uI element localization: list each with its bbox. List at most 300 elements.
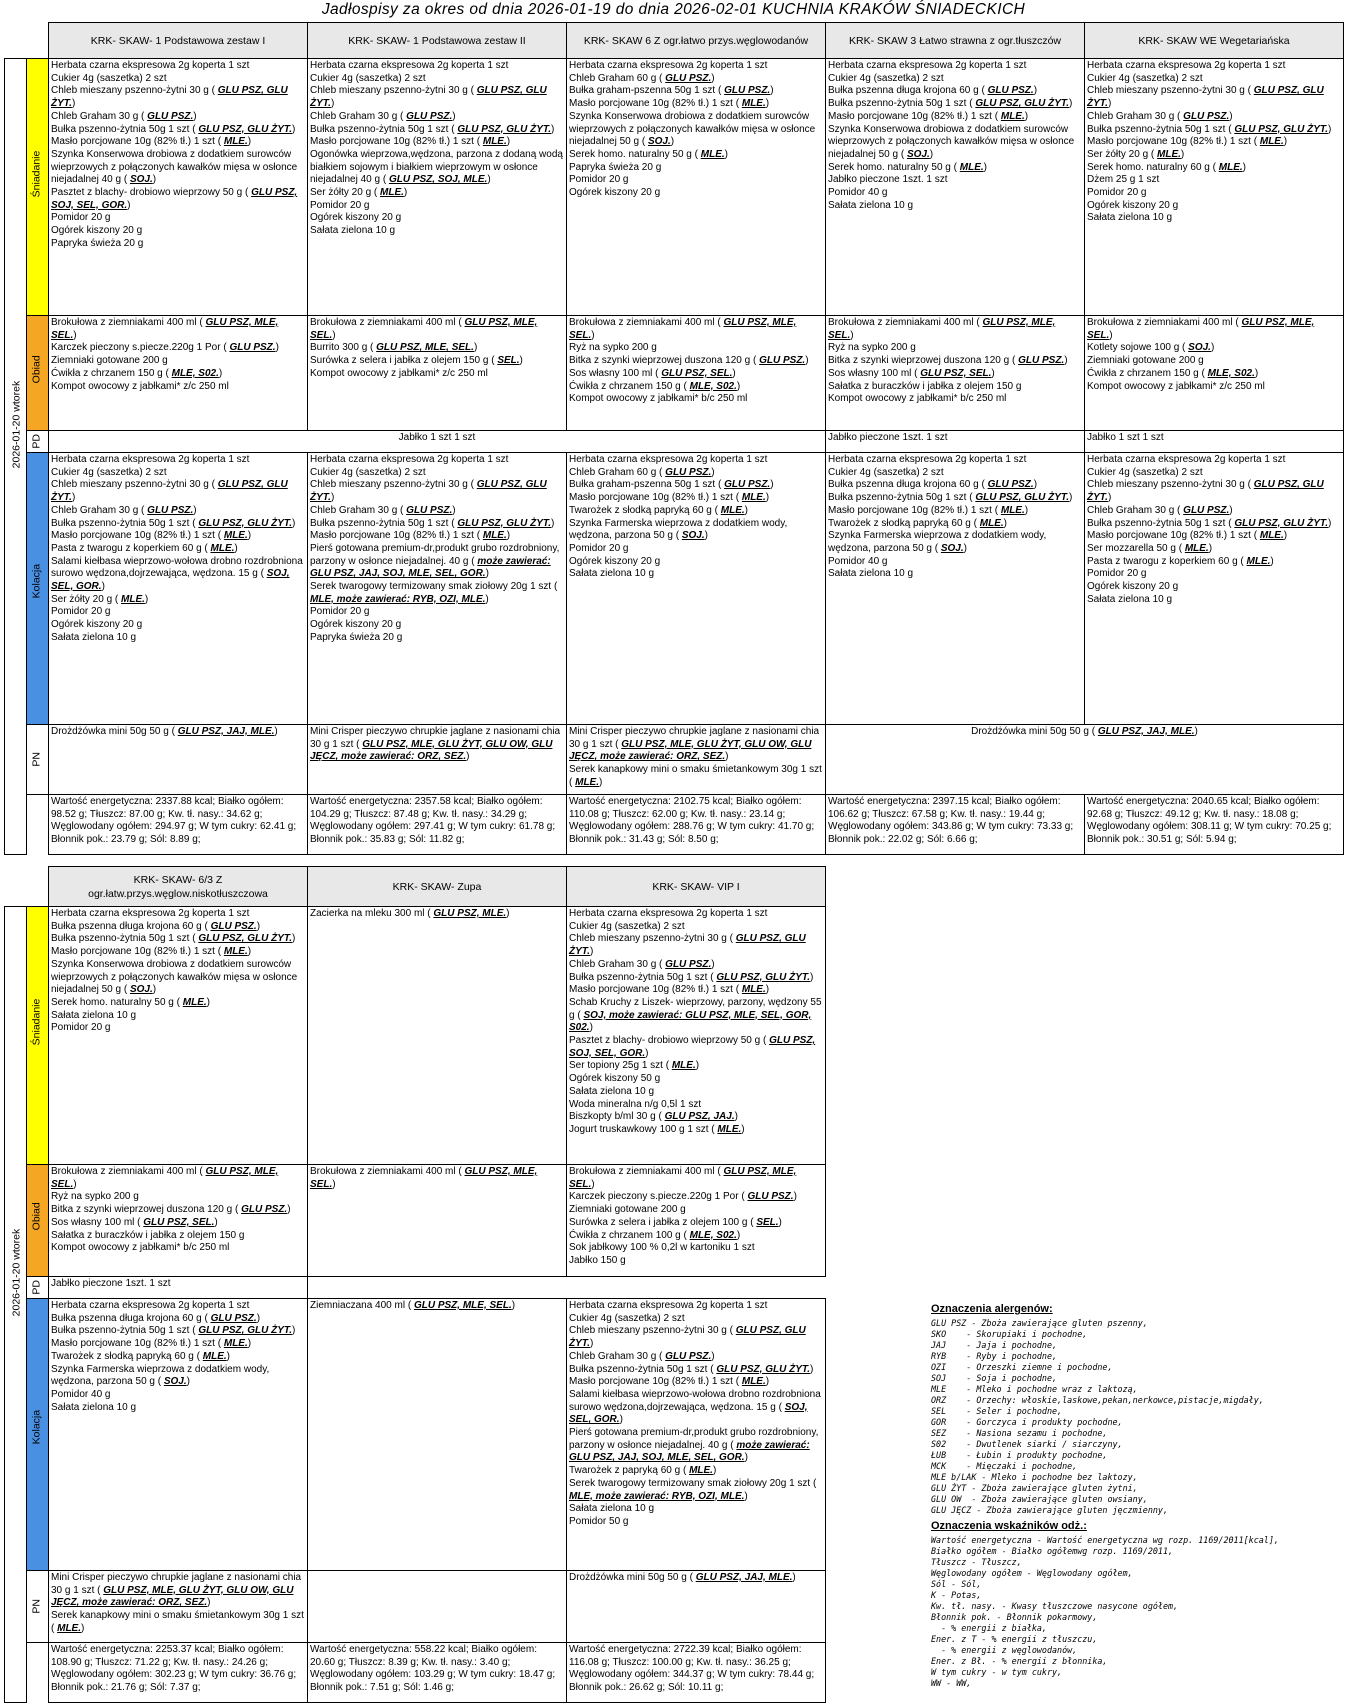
- allergen-codes: SEL.: [497, 355, 520, 367]
- menu-item: Bułka pszenna długa krojona 60 g ( GLU PSZ.): [51, 1312, 261, 1324]
- menu-item: Brokułowa z ziemniakami 400 ml ( GLU PSZ, MLE, SEL.): [310, 1166, 538, 1190]
- menu-item: Ćwikła z chrzanem 150 g ( MLE, S02.): [51, 367, 223, 379]
- menu-item: Masło porcjowane 10g (82% tł.) 1 szt ( MLE.): [1087, 530, 1288, 542]
- menu-item: Ogórek kiszony 20 g: [310, 619, 402, 631]
- nutrition-summary: Wartość energetyczna: 2102.75 kcal; Białko ogółem: 110.08 g; Tłuszcz: 62.00 g; Kw. tł. nasy.: 23.14 g; Węglowodany ogółem: 288.76 g; W tym cukry: 41.70 g; Błonnik pok.: 31.43 g; Sól: 8.50 g;: [567, 795, 826, 855]
- menu-cell: [826, 453, 1085, 725]
- menu-item: Sałata zielona 10 g: [828, 568, 914, 580]
- allergen-codes: GLU PSZ, MLE, SEL.: [310, 1166, 538, 1190]
- menu-item: Ćwikła z chrzanem 150 g ( MLE, S02.): [569, 380, 741, 392]
- menu-item: Szynka Konserwowa drobiowa z dodatkiem surowców wieprzowych z połączonych kawałków mięsa w osłonce niejadalnej 50 g ( SOJ.): [51, 958, 298, 996]
- diet-header: KRK- SKAW- Zupa: [308, 867, 567, 907]
- menu-item: Twarożek z słodką papryką 60 g ( MLE.): [51, 1350, 230, 1362]
- menu-table-2: [4, 866, 826, 1703]
- allergen-codes: MLE.: [482, 136, 507, 148]
- menu-item: Brokułowa z ziemniakami 400 ml ( GLU PSZ, MLE, SEL.): [310, 317, 538, 341]
- allergen-codes: MLE.: [1157, 148, 1181, 160]
- nutrition-summary: Wartość energetyczna: 2337.88 kcal; Białko ogółem: 98.52 g; Tłuszcz: 87.00 g; Kw. tł. nasy.: 34.62 g; Węglowodany ogółem: 294.97 g; W tym cukry: 62.41 g; Błonnik pok.: 23.79 g; Sól: 8.89 g;: [49, 795, 308, 855]
- allergen-codes: MLE, S02.: [1207, 367, 1255, 379]
- menu-item: Cukier 4g (saszetka) 2 szt: [51, 466, 167, 478]
- allergen-codes: GLU PSZ, GLU ŻYT.: [198, 1325, 293, 1337]
- allergen-codes: GLU PSZ.: [1183, 110, 1230, 122]
- menu-item: Masło porcjowane 10g (82% tł.) 1 szt ( MLE.): [569, 984, 770, 996]
- menu-item: Szynka Farmerska wieprzowa z dodatkiem wody, wędzona, parzona 50 g ( SOJ.): [828, 530, 1047, 554]
- menu-item: Sałata zielona 10 g: [569, 1503, 655, 1515]
- menu-item: Sałata zielona 10 g: [1087, 212, 1173, 224]
- menu-item: Surówka z selera i jabłka z olejem 100 g ( SEL.): [569, 1216, 782, 1228]
- allergen-codes: GLU PSZ.: [406, 504, 453, 516]
- diet-header: KRK- SKAW 3 Łatwo strawna z ogr.tłuszczów: [826, 23, 1085, 59]
- menu-item: Bułka pszenno-żytnia 50g 1 szt ( GLU PSZ, GLU ŻYT.): [310, 123, 555, 135]
- menu-item: Jabłko pieczone 1szt. 1 szt: [828, 174, 948, 186]
- menu-item: Brokułowa z ziemniakami 400 ml ( GLU PSZ, MLE, SEL.): [51, 1166, 279, 1190]
- menu-item: Pierś gotowana premium-dr,produkt grubo rozdrobniony, parzony w osłonce niejadalnej. 40 g ( może zawierać: GLU PSZ, JAJ, SOJ, MLE, SEL, GOR.): [569, 1427, 819, 1464]
- menu-cell: [308, 1299, 567, 1571]
- menu-item: Serek twarogowy termizowany smak ziołowy 20g 1 szt ( MLE, może zawierać: RYB, OZI, MLE.): [310, 581, 558, 605]
- menu-cell: [1085, 453, 1344, 725]
- allergen-codes: GLU PSZ, SOJ, MLE.: [388, 174, 488, 186]
- menu-item: Pomidor 20 g: [1087, 187, 1147, 199]
- menu-item: Bitka z szynki wieprzowej duszona 120 g ( GLU PSZ.): [569, 355, 809, 367]
- menu-cell: [308, 1165, 567, 1277]
- allergen-codes: MLE.: [482, 530, 507, 542]
- allergen-codes: GLU PSZ, SEL.: [143, 1216, 215, 1228]
- allergen-codes: GLU PSZ, GLU ŻYT.: [1234, 123, 1329, 135]
- allergen-codes: GLU PSZ, SEL.: [661, 367, 733, 379]
- menu-cell: [308, 59, 567, 316]
- allergen-codes: GLU PSZ, GLU ŻYT.: [51, 479, 288, 504]
- menu-item: Bitka z szynki wieprzowej duszona 120 g ( GLU PSZ.): [828, 355, 1068, 367]
- menu-item: Pomidor 20 g: [310, 199, 370, 211]
- meal-label: PN: [27, 1571, 49, 1643]
- allergen-codes: MLE.: [1246, 555, 1271, 567]
- menu-item: Herbata czarna ekspresowa 2g koperta 1 szt: [569, 908, 768, 919]
- menu-item: Sałata zielona 10 g: [51, 631, 137, 643]
- allergen-codes: MLE.: [1000, 504, 1025, 516]
- menu-item: Masło porcjowane 10g (82% tł.) 1 szt ( MLE.): [569, 492, 770, 504]
- diet-header: KRK- SKAW- 1 Podstawowa zestaw I: [49, 23, 308, 59]
- allergen-codes: GLU PSZ.: [987, 479, 1034, 491]
- allergen-codes: MLE.: [202, 1350, 227, 1362]
- menu-item: Bułka pszenno-żytnia 50g 1 szt ( GLU PSZ, GLU ŻYT.): [1087, 123, 1332, 135]
- allergen-codes: GLU PSZ, JAJ, MLE.: [695, 1572, 793, 1583]
- menu-item: Masło porcjowane 10g (82% tł.) 1 szt ( MLE.): [51, 1338, 252, 1350]
- menu-cell: [567, 1299, 826, 1571]
- menu-item: Pomidor 20 g: [51, 212, 111, 224]
- allergen-codes: GLU PSZ.: [147, 504, 194, 516]
- menu-item: Ziemniaki gotowane 200 g: [51, 355, 168, 367]
- menu-item: Serek twarogowy termizowany smak ziołowy 20g 1 szt ( MLE, może zawierać: RYB, OZI, MLE.): [569, 1477, 817, 1502]
- menu-item: Chleb Graham 30 g ( GLU PSZ.): [1087, 504, 1233, 516]
- menu-item: Chleb Graham 30 g ( GLU PSZ.): [310, 110, 456, 122]
- allergen-codes: GLU PSZ, MLE, SEL.: [376, 342, 474, 354]
- allergen-codes: MLE.: [210, 542, 235, 554]
- allergen-codes: MLE.: [1218, 161, 1243, 173]
- menu-item: Szynka Konserwowa drobiowa z dodatkiem surowców wieprzowych z połączonych kawałków mięsa w osłonce niejadalnej 40 g ( SOJ.): [51, 148, 298, 186]
- menu-item: Brokułowa z ziemniakami 400 ml ( GLU PSZ, MLE, SEL.): [828, 317, 1056, 341]
- menu-item: Sos własny 100 ml ( GLU PSZ, SEL.): [51, 1216, 218, 1228]
- allergen-codes: GLU PSZ, GLU ŻYT.: [198, 933, 293, 945]
- menu-item: Ser żółty 20 g ( MLE.): [310, 187, 408, 199]
- allergen-codes: GLU PSZ, MLE, SEL.: [51, 317, 279, 341]
- menu-item: Twarożek z słodką papryką 60 g ( MLE.): [569, 504, 748, 516]
- allergens-title: Oznaczenia alergenów:: [931, 1303, 1053, 1315]
- allergen-codes: MLE, S02.: [171, 367, 219, 379]
- menu-item: Pomidor 40 g: [828, 187, 888, 199]
- menu-item: Masło porcjowane 10g (82% tł.) 1 szt ( MLE.): [310, 530, 511, 542]
- allergen-codes: MLE.: [671, 1060, 696, 1072]
- menu-item: Serek homo. naturalny 50 g ( MLE.): [828, 161, 987, 173]
- nutrition-summary: Wartość energetyczna: 2722.39 kcal; Białko ogółem: 116.08 g; Tłuszcz: 100.00 g; Kw. tł. nasy.: 36.25 g; Węglowodany ogółem: 344.37 g; W tym cukry: 78.44 g; Błonnik pok.: 26.62 g; Sól: 10.11 g;: [567, 1643, 826, 1703]
- allergen-codes: MLE.: [223, 136, 248, 148]
- menu-item: Cukier 4g (saszetka) 2 szt: [828, 466, 944, 478]
- menu-item: Salami kiełbasa wieprzowo-wołowa drobno rozdrobniona surowo wędzona,dojrzewająca, wędzona. 15 g ( SOJ, SEL, GOR.): [51, 555, 303, 593]
- allergen-codes: SOJ.: [647, 136, 671, 148]
- menu-item: Herbata czarna ekspresowa 2g koperta 1 szt: [310, 454, 509, 465]
- menu-cell: [567, 725, 826, 795]
- allergen-codes: GLU PSZ, GLU ŻYT.: [975, 98, 1070, 110]
- allergen-codes: GLU PSZ, MLE, SEL.: [51, 1166, 279, 1190]
- menu-item: Jabłko 150 g: [569, 1254, 626, 1266]
- menu-cell: [49, 907, 308, 1165]
- allergen-codes: GLU PSZ.: [987, 85, 1034, 97]
- menu-item: Bułka pszenno-żytnia 50g 1 szt ( GLU PSZ, GLU ŻYT.): [51, 933, 296, 945]
- allergen-codes: MLE.: [689, 1465, 713, 1477]
- menu-item: Mini Crisper pieczywo chrupkie jaglane z nasionami chia 30 g 1 szt ( GLU PSZ, MLE, GLU ŻYT, GLU OW, GLU JĘCZ, może zawierać: ORZ, SEZ.): [51, 1572, 302, 1609]
- menu-cell: [567, 453, 826, 725]
- menu-item: Szynka Konserwowa drobiowa z dodatkiem surowców wieprzowych z połączonych kawałków mięsa w osłonce niejadalnej 50 g ( SOJ.): [828, 123, 1075, 160]
- menu-item: Herbata czarna ekspresowa 2g koperta 1 szt: [1087, 60, 1286, 71]
- allergen-codes: GLU PSZ, GLU ŻYT.: [716, 1363, 811, 1375]
- menu-cell: [567, 59, 826, 316]
- menu-item: Papryka świeża 20 g: [51, 237, 144, 249]
- allergen-codes: GLU PSZ, SOJ, SEL, GOR.: [569, 1035, 816, 1059]
- menu-item: Bułka pszenno-żytnia 50g 1 szt ( GLU PSZ, GLU ŻYT.): [569, 1363, 814, 1375]
- diet-header: KRK- SKAW WE Wegetariańska: [1085, 23, 1344, 59]
- menu-item: Herbata czarna ekspresowa 2g koperta 1 szt: [51, 908, 250, 919]
- allergen-codes: SOJ, może zawierać: GLU PSZ, MLE, SEL, GOR, S02.: [569, 1009, 812, 1034]
- menu-item: Masło porcjowane 10g (82% tł.) 1 szt ( MLE.): [310, 136, 511, 148]
- menu-item: Cukier 4g (saszetka) 2 szt: [569, 920, 685, 932]
- menu-item: Ogórek kiszony 20 g: [569, 555, 661, 567]
- menu-item: Sałatka z buraczków i jabłka z olejem 150 g: [828, 380, 1022, 392]
- menu-item: Ser mozzarella 50 g ( MLE.): [1087, 542, 1213, 554]
- meal-label: Kolacja: [27, 453, 49, 725]
- meal-label: PD: [27, 1277, 49, 1299]
- menu-item: Pomidor 50 g: [569, 1515, 629, 1527]
- menu-cell: [49, 59, 308, 316]
- allergens-list: GLU PSZ - Zboża zawierające gluten pszenny, SKO - Skorupiaki i pochodne, JAJ - Jaja i pochodne, RYB - Ryby i pochodne, OZI - Orzeszki ziemne i pochodne, SOJ - Soja i pochodne, MLE - Mleko i pochodne wraz z laktozą, ORZ - Orzechy: włoskie,laskowe,pekan,nerkowce,pistacje,migdały, SEL - Seler i pochodne, GOR - Gorczyca i produkty pochodne, SEZ - Nasiona sezamu i pochodne, S02 - Dwutlenek siarki / siarczyny, ŁUB - Łubin i produkty pochodne, MCK - Mięczaki i pochodne, MLE b/LAK - Mleko i pochodne bez laktozy, GLU ŻYT - Zboża zawierające gluten żytni, GLU OW - Zboża zawierające gluten owsiany, GLU JĘCZ - Zboża zawierające gluten jęczmienny,: [931, 1318, 1264, 1515]
- menu-item: Herbata czarna ekspresowa 2g koperta 1 szt: [310, 60, 509, 71]
- meal-label: Kolacja: [27, 1299, 49, 1571]
- diet-header: KRK- SKAW 6 Z ogr.łatwo przys.węglowodanów: [567, 23, 826, 59]
- menu-item: Herbata czarna ekspresowa 2g koperta 1 szt: [569, 454, 768, 465]
- allergen-codes: GLU PSZ, GLU ŻYT.: [198, 123, 293, 135]
- menu-item: Herbata czarna ekspresowa 2g koperta 1 szt: [1087, 454, 1286, 465]
- allergen-codes: GLU PSZ.: [759, 355, 806, 367]
- menu-item: Bitka z szynki wieprzowej duszona 120 g ( GLU PSZ.): [51, 1204, 291, 1216]
- menu-item: Chleb mieszany pszenno-żytni 30 g ( GLU PSZ, GLU ŻYT.): [1087, 479, 1324, 504]
- allergen-codes: GLU PSZ, JAJ, MLE.: [177, 726, 275, 737]
- menu-cell: [1085, 59, 1344, 316]
- nutrition-summary: Wartość energetyczna: 2397.15 kcal; Białko ogółem: 106.62 g; Tłuszcz: 67.58 g; Kw. tł. nasy.: 19.44 g; Węglowodany ogółem: 343.86 g; W tym cukry: 73.33 g; Błonnik pok.: 22.02 g; Sól: 6.66 g;: [826, 795, 1085, 855]
- menu-item: Bułka graham-pszenna 50g 1 szt ( GLU PSZ.): [569, 85, 774, 97]
- menu-item: Cukier 4g (saszetka) 2 szt: [1087, 466, 1203, 478]
- menu-cell: [308, 907, 567, 1165]
- menu-cell: [567, 907, 826, 1165]
- menu-item: Bułka pszenno-żytnia 50g 1 szt ( GLU PSZ, GLU ŻYT.): [51, 1325, 296, 1337]
- menu-item: Ogonówka wieprzowa,wędzona, parzona z dodaną wodą białkiem sojowym i białkiem wieprzowym w osłonce niejadalnej 40 g ( GLU PSZ, SOJ, MLE.): [310, 148, 563, 186]
- menu-item: Pasztet z blachy- drobiowo wieprzowy 50 g ( GLU PSZ, SOJ, SEL, GOR.): [569, 1035, 816, 1059]
- menu-item: Pomidor 40 g: [828, 555, 888, 567]
- menu-item: Chleb mieszany pszenno-żytni 30 g ( GLU PSZ, GLU ŻYT.): [51, 85, 288, 110]
- menu-item: Karczek pieczony s.piecze.220g 1 Por ( GLU PSZ.): [569, 1191, 797, 1203]
- allergen-codes: GLU PSZ, JAJ, MLE.: [1097, 726, 1195, 737]
- allergen-codes: MLE.: [741, 1376, 766, 1388]
- allergen-codes: SOJ.: [681, 530, 705, 542]
- allergen-codes: GLU PSZ.: [665, 466, 712, 478]
- allergen-codes: GLU PSZ.: [210, 920, 257, 932]
- menu-item: Ser żółty 20 g ( MLE.): [1087, 148, 1185, 160]
- menu-item: Chleb mieszany pszenno-żytni 30 g ( GLU PSZ, GLU ŻYT.): [569, 1325, 806, 1350]
- menu-item: Cukier 4g (saszetka) 2 szt: [828, 72, 944, 84]
- menu-item: Drożdżówka mini 50g 50 g ( GLU PSZ, JAJ, MLE.): [51, 726, 278, 737]
- menu-item: Cukier 4g (saszetka) 2 szt: [569, 1312, 685, 1324]
- menu-item: Masło porcjowane 10g (82% tł.) 1 szt ( MLE.): [51, 530, 252, 542]
- menu-item: Twarożek z papryką 60 g ( MLE.): [569, 1465, 717, 1477]
- menu-item: Sałata zielona 10 g: [1087, 593, 1173, 605]
- allergen-codes: SOJ.: [129, 174, 153, 186]
- allergen-codes: MLE.: [741, 492, 766, 504]
- menu-item: Ser topiony 25g 1 szt ( MLE.): [569, 1060, 700, 1072]
- allergen-codes: GLU PSZ, MLE.: [433, 908, 507, 919]
- menu-item: Drożdżówka mini 50g 50 g ( GLU PSZ, JAJ, MLE.): [971, 726, 1198, 737]
- menu-item: Bułka pszenno-żytnia 50g 1 szt ( GLU PSZ, GLU ŻYT.): [569, 971, 814, 983]
- menu-item: Bułka pszenna długa krojona 60 g ( GLU PSZ.): [828, 85, 1038, 97]
- allergen-codes: MLE.: [223, 946, 248, 958]
- menu-item: Ogórek kiszony 20 g: [1087, 199, 1179, 211]
- diet-header: KRK- SKAW- 6/3 Z ogr.łatw.przys.węglow.niskotłuszczowa: [49, 867, 308, 907]
- legend: [931, 1303, 1341, 1689]
- menu-item: Ziemniaki gotowane 200 g: [1087, 355, 1204, 367]
- allergen-codes: GLU PSZ, MLE, SEL.: [310, 317, 538, 341]
- allergen-codes: GLU PSZ, GLU ŻYT.: [457, 123, 552, 135]
- menu-item: Brokułowa z ziemniakami 400 ml ( GLU PSZ, MLE, SEL.): [51, 317, 279, 341]
- menu-item: Masło porcjowane 10g (82% tł.) 1 szt ( MLE.): [569, 1376, 770, 1388]
- allergen-codes: MLE.: [1259, 136, 1284, 148]
- menu-item: Serek homo. naturalny 50 g ( MLE.): [569, 148, 728, 160]
- menu-cell: [49, 725, 308, 795]
- allergen-codes: GLU PSZ.: [665, 1350, 712, 1362]
- menu-cell: [308, 725, 567, 795]
- menu-cell: [826, 316, 1085, 431]
- menu-item: Sałatka z buraczków i jabłka z olejem 150 g: [51, 1229, 245, 1241]
- menu-item: Sałata zielona 10 g: [51, 1401, 137, 1413]
- menu-item: Ryż na sypko 200 g: [828, 342, 916, 354]
- menu-item: Chleb mieszany pszenno-żytni 30 g ( GLU PSZ, GLU ŻYT.): [1087, 85, 1324, 110]
- menu-item: Papryka świeża 20 g: [569, 161, 662, 173]
- menu-item: Kompot owocowy z jabłkami* b/c 250 ml: [828, 393, 1007, 405]
- menu-item: Kompot owocowy z jabłkami* b/c 250 ml: [569, 393, 748, 405]
- menu-item: Sałata zielona 10 g: [310, 225, 396, 237]
- menu-cell: [308, 453, 567, 725]
- menu-item: Pomidor 20 g: [51, 1022, 111, 1034]
- menu-item: Burrito 300 g ( GLU PSZ, MLE, SEL.): [310, 342, 478, 354]
- menu-item: Ogórek kiszony 50 g: [569, 1073, 661, 1085]
- menu-item: Masło porcjowane 10g (82% tł.) 1 szt ( MLE.): [569, 98, 770, 110]
- indicators-title: Oznaczenia wskaźników odż.:: [931, 1520, 1087, 1532]
- menu-item: Masło porcjowane 10g (82% tł.) 1 szt ( MLE.): [828, 110, 1029, 122]
- allergen-codes: SOJ.: [163, 1376, 187, 1388]
- menu-item: Biszkopty b/ml 30 g ( GLU PSZ, JAJ.): [569, 1111, 738, 1123]
- menu-item: Karczek pieczony s.piecze.220g 1 Por ( GLU PSZ.): [51, 342, 279, 354]
- menu-item: Sałata zielona 10 g: [828, 199, 914, 211]
- menu-item: Ogórek kiszony 20 g: [310, 212, 402, 224]
- menu-cell: [49, 453, 308, 725]
- allergen-codes: MLE.: [1259, 530, 1284, 542]
- allergen-codes: GLU PSZ, GLU ŻYT.: [1087, 479, 1324, 504]
- menu-item: Woda mineralna n/g 0,5l 1 szt: [569, 1098, 702, 1110]
- menu-item: Pomidor 20 g: [1087, 568, 1147, 580]
- allergen-codes: MLE.: [700, 148, 725, 160]
- menu-item: Salami kiełbasa wieprzowo-wołowa drobno rozdrobniona surowo wędzona,dojrzewająca, wędzona. 15 g ( SOJ, SEL, GOR.): [569, 1388, 821, 1426]
- menu-item: Pierś gotowana premium-dr,produkt grubo rozdrobniony, parzony w osłonce niejadalnej. 40 g ( może zawierać: GLU PSZ, JAJ, SOJ, MLE, SEL, GOR.): [310, 542, 560, 580]
- allergen-codes: GLU PSZ, MLE, SEL.: [569, 1166, 797, 1190]
- allergen-codes: GLU PSZ, GLU ŻYT.: [198, 517, 293, 529]
- menu-item: Dżem 25 g 1 szt: [1087, 174, 1160, 186]
- allergen-codes: MLE.: [575, 776, 599, 788]
- menu-item: Pomidor 40 g: [51, 1388, 111, 1400]
- allergen-codes: GLU PSZ, GLU ŻYT.: [457, 517, 552, 529]
- menu-item: Bułka pszenno-żytnia 50g 1 szt ( GLU PSZ, GLU ŻYT.): [1087, 517, 1332, 529]
- menu-item: Chleb Graham 30 g ( GLU PSZ.): [569, 958, 715, 970]
- menu-item: Chleb Graham 30 g ( GLU PSZ.): [1087, 110, 1233, 122]
- menu-item: Herbata czarna ekspresowa 2g koperta 1 szt: [51, 1300, 250, 1311]
- allergen-codes: MLE.: [182, 996, 207, 1008]
- menu-cell: [567, 1571, 826, 1643]
- nutrition-summary: Wartość energetyczna: 2253.37 kcal; Białko ogółem: 108.90 g; Tłuszcz: 71.22 g; Kw. tł. nasy.: 24.26 g; Węglowodany ogółem: 302.23 g; W tym cukry: 36.76 g; Błonnik pok.: 21.76 g; Sól: 7.37 g;: [49, 1643, 308, 1703]
- diet-header: KRK- SKAW- 1 Podstawowa zestaw II: [308, 23, 567, 59]
- menu-item: Mini Crisper pieczywo chrupkie jaglane z nasionami chia 30 g 1 szt ( GLU PSZ, MLE, GLU ŻYT, GLU OW, GLU JĘCZ, może zawierać: ORZ, SEZ.): [569, 726, 820, 763]
- menu-cell: Jabłko pieczone 1szt. 1 szt: [49, 1277, 308, 1299]
- menu-item: Surówka z selera i jabłka z olejem 150 g ( SEL.): [310, 355, 523, 367]
- menu-cell: [567, 1165, 826, 1277]
- meal-label: Śniadanie: [27, 59, 49, 316]
- meal-label: Śniadanie: [27, 907, 49, 1165]
- menu-item: Bułka pszenna długa krojona 60 g ( GLU PSZ.): [51, 920, 261, 932]
- allergen-codes: MLE.: [741, 98, 766, 110]
- allergen-codes: GLU PSZ, SOJ, SEL, GOR.: [51, 187, 298, 211]
- menu-item: Mini Crisper pieczywo chrupkie jaglane z nasionami chia 30 g 1 szt ( GLU PSZ, MLE, GLU ŻYT, GLU OW, GLU JĘCZ, może zawierać: ORZ, SEZ.): [310, 726, 561, 763]
- menu-item: Chleb Graham 60 g ( GLU PSZ.): [569, 72, 715, 84]
- menu-item: Kotlety sojowe 100 g ( SOJ.): [1087, 342, 1215, 354]
- allergen-codes: GLU PSZ.: [210, 1312, 257, 1324]
- menu-item: Kompot owocowy z jabłkami* b/c 250 ml: [51, 1242, 230, 1254]
- menu-item: Masło porcjowane 10g (82% tł.) 1 szt ( MLE.): [828, 504, 1029, 516]
- allergen-codes: GLU PSZ.: [747, 1191, 794, 1203]
- allergen-codes: GLU PSZ, GLU ŻYT.: [975, 492, 1070, 504]
- allergen-codes: MLE, może zawierać: RYB, OZI, MLE.: [310, 593, 486, 605]
- allergen-codes: SEL.: [756, 1216, 779, 1228]
- nutrition-summary: Wartość energetyczna: 2040.65 kcal; Białko ogółem: 92.68 g; Tłuszcz: 49.12 g; Kw. tł. nasy.: 18.08 g; Węglowodany ogółem: 308.11 g; W tym cukry: 70.25 g; Błonnik pok.: 30.51 g; Sól: 5.94 g;: [1085, 795, 1344, 855]
- allergen-codes: MLE.: [720, 504, 745, 516]
- menu-cell: Jabłko 1 szt 1 szt: [1085, 431, 1344, 453]
- menu-item: Sałata zielona 10 g: [569, 1085, 655, 1097]
- allergen-codes: GLU PSZ, GLU ŻYT.: [1087, 85, 1324, 110]
- menu-item: Chleb mieszany pszenno-żytni 30 g ( GLU PSZ, GLU ŻYT.): [310, 479, 547, 504]
- menu-item: Ziemniaczana 400 ml ( GLU PSZ, MLE, SEL.): [310, 1300, 516, 1311]
- allergen-codes: GLU PSZ, MLE, SEL.: [1087, 317, 1315, 341]
- menu-item: Ćwikła z chrzanem 100 g ( MLE, S02.): [569, 1229, 741, 1241]
- menu-item: Bułka pszenna długa krojona 60 g ( GLU PSZ.): [828, 479, 1038, 491]
- date-cell: 2026-01-20 wtorek: [5, 59, 27, 855]
- menu-item: Herbata czarna ekspresowa 2g koperta 1 szt: [51, 60, 250, 71]
- menu-item: Serek kanapkowy mini o smaku śmietankowym 30g 1 szt ( MLE.): [569, 764, 822, 788]
- allergen-codes: GLU PSZ, GLU ŻYT.: [716, 971, 811, 983]
- menu-item: Chleb Graham 30 g ( GLU PSZ.): [310, 504, 456, 516]
- allergen-codes: GLU PSZ.: [229, 342, 276, 354]
- diet-header: KRK- SKAW- VIP I: [567, 867, 826, 907]
- menu-cell: [49, 316, 308, 431]
- menu-item: Chleb Graham 30 g ( GLU PSZ.): [569, 1350, 715, 1362]
- allergen-codes: GLU PSZ.: [724, 85, 771, 97]
- menu-item: Pasta z twarogu z koperkiem 60 g ( MLE.): [51, 542, 238, 554]
- menu-cell: [49, 1571, 308, 1643]
- nutrition-summary: Wartość energetyczna: 2357.58 kcal; Białko ogółem: 104.29 g; Tłuszcz: 87.48 g; Kw. tł. nasy.: 34.29 g; Węglowodany ogółem: 297.41 g; W tym cukry: 61.78 g; Błonnik pok.: 35.83 g; Sól: 11.82 g;: [308, 795, 567, 855]
- menu-item: Schab Kruchy z Liszek- wieprzowy, parzony, wędzony 55 g ( SOJ, może zawierać: GLU PSZ, MLE, SEL, GOR, S02.): [569, 996, 822, 1034]
- allergen-codes: GLU PSZ, MLE, GLU ŻYT, GLU OW, GLU JĘCZ, może zawierać: ORZ, SEZ.: [569, 738, 812, 763]
- menu-cell: [308, 1571, 567, 1643]
- allergen-codes: MLE.: [959, 161, 984, 173]
- menu-item: Herbata czarna ekspresowa 2g koperta 1 szt: [569, 60, 768, 71]
- allergen-codes: MLE.: [57, 1622, 81, 1634]
- allergen-codes: GLU PSZ, MLE, GLU ŻYT, GLU OW, GLU JĘCZ, może zawierać: ORZ, SEZ.: [310, 738, 553, 763]
- allergen-codes: GLU PSZ.: [241, 1204, 288, 1216]
- menu-cell: Jabłko 1 szt 1 szt: [49, 431, 826, 453]
- allergen-codes: SOJ.: [129, 984, 153, 996]
- allergen-codes: SOJ.: [1188, 342, 1211, 354]
- date-cell: 2026-01-20 wtorek: [5, 907, 27, 1703]
- menu-item: Pasta z twarogu z koperkiem 60 g ( MLE.): [1087, 555, 1274, 567]
- allergen-codes: może zawierać: GLU PSZ, JAJ, SOJ, MLE, SEL, GOR.: [310, 555, 551, 580]
- allergen-codes: GLU PSZ, MLE, GLU ŻYT, GLU OW, GLU JĘCZ, może zawierać: ORZ, SEZ.: [51, 1584, 294, 1609]
- meal-label: PD: [27, 431, 49, 453]
- menu-item: Masło porcjowane 10g (82% tł.) 1 szt ( MLE.): [1087, 136, 1288, 148]
- allergen-codes: GLU PSZ.: [1183, 504, 1230, 516]
- meal-label: Obiad: [27, 316, 49, 431]
- menu-item: Sos własny 100 ml ( GLU PSZ, SEL.): [569, 367, 736, 379]
- menu-cell: [49, 1299, 308, 1571]
- menu-item: Sałata zielona 10 g: [51, 1009, 137, 1021]
- menu-table-1: [4, 22, 1344, 855]
- allergen-codes: SOJ, SEL, GOR.: [569, 1401, 808, 1426]
- menu-item: Chleb Graham 60 g ( GLU PSZ.): [569, 466, 715, 478]
- menu-item: Papryka świeża 20 g: [310, 631, 403, 643]
- allergen-codes: GLU PSZ, SEL.: [920, 367, 992, 379]
- menu-item: Herbata czarna ekspresowa 2g koperta 1 szt: [828, 454, 1027, 465]
- allergen-codes: MLE.: [223, 1338, 248, 1350]
- menu-item: Cukier 4g (saszetka) 2 szt: [1087, 72, 1203, 84]
- allergen-codes: MLE, może zawierać: RYB, OZI, MLE.: [569, 1490, 745, 1502]
- menu-item: Herbata czarna ekspresowa 2g koperta 1 szt: [569, 1300, 768, 1311]
- allergen-codes: GLU PSZ, GLU ŻYT.: [569, 933, 806, 958]
- allergen-codes: SOJ.: [906, 148, 930, 160]
- menu-cell: [308, 316, 567, 431]
- menu-item: Bułka pszenno-żytnia 50g 1 szt ( GLU PSZ, GLU ŻYT.): [828, 98, 1073, 110]
- menu-item: Kompot owocowy z jabłkami* z/c 250 ml: [51, 380, 229, 392]
- menu-item: Twarożek z słodką papryką 60 g ( MLE.): [828, 517, 1007, 529]
- allergen-codes: GLU PSZ.: [406, 110, 453, 122]
